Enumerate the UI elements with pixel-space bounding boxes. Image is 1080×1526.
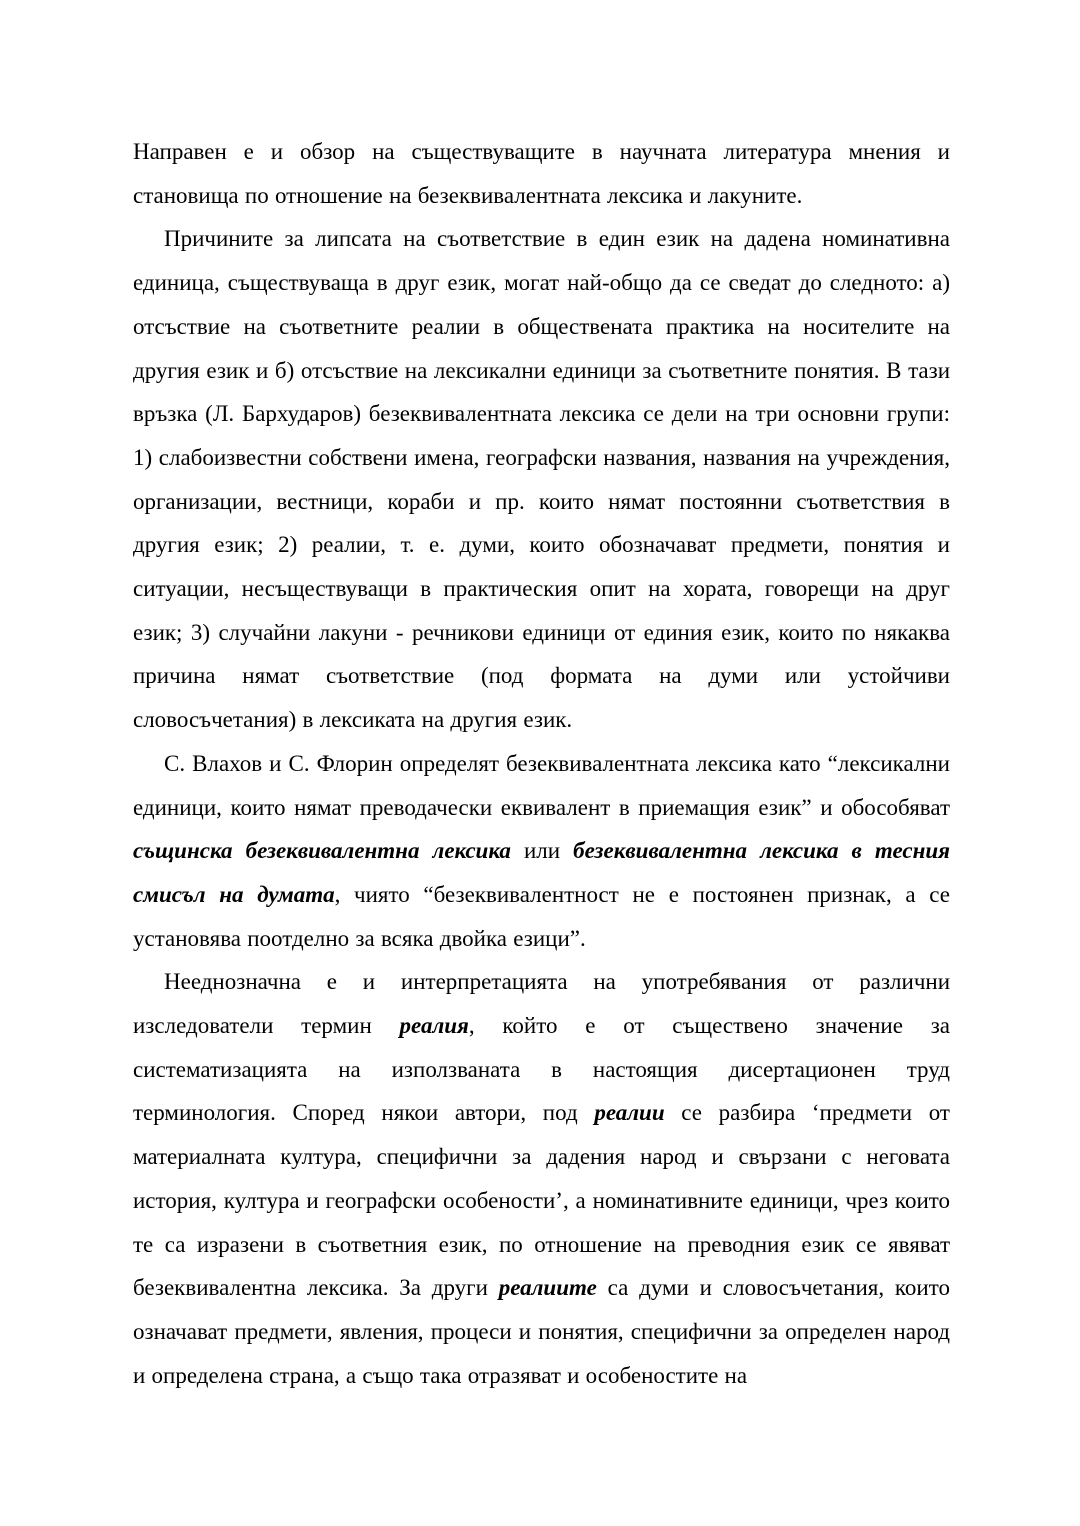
emphasized-term: реалия	[399, 1013, 469, 1039]
emphasized-term: реалии	[594, 1100, 665, 1126]
text-run: са думи и словосъчетания, които означават предмети, явления, процеси и понятия, специфични за определен народ и определена страна, а също така отразяват и особеностите на	[133, 1275, 950, 1388]
paragraph-4	[133, 960, 950, 1397]
text-run: Причините за липсата на съответствие в един език на дадена номинативна единица, съществуваща в друг език, могат най-общо да се сведат до следното: а) отсъствие на съответните реалии в обществената практика на носителите на другия език и б) отсъствие на лексикални единици за съответните понятия. В тази връзка (Л. Бархударов) безеквивалентната лексика се дели на три основни групи: 1) слабоизвестни собствени имена, географски названия, названия на учреждения, организации, вестници, кораби и пр. които нямат постоянни съответствия в другия език; 2) реалии, т. е. думи, които обозначават предмети, понятия и ситуации, несъществуващи в практическия опит на хората, говорещи на друг език; 3) случайни лакуни - речникови единици от единия език, които по някаква причина нямат съответствие (под формата на думи или устойчиви словосъчетания) в лексиката на другия език.	[133, 226, 950, 733]
emphasized-term: реалиите	[498, 1275, 597, 1301]
text-run: С. Влахов и С. Флорин определят безеквивалентната лексика като “лексикални единици, които нямат преводачески еквивалент в приемащия език” и обособяват	[133, 750, 950, 820]
text-run: Направен е и обзор на съществуващите в научната литература мнения и становища по отношение на безеквивалентната лексика и лакуните.	[133, 139, 950, 208]
document-body	[133, 130, 950, 1397]
text-run: или	[510, 838, 574, 864]
emphasized-term: безеквивалентна лексика в тесния смисъл на думата	[133, 838, 950, 907]
text-run: Нееднозначна е и интерпретацията на употребявания от различни изследователи термин	[133, 969, 950, 1039]
paragraph-1	[133, 130, 950, 217]
text-run: , който е от съществено значение за систематизацията на използваната в настоящия дисертационен труд терминология. Според някои автори, под	[133, 1013, 950, 1126]
paragraph-2	[133, 217, 950, 741]
paragraph-3	[133, 742, 950, 961]
text-run: се разбира ‘предмети от материалната култура, специфични за дадения народ и свързани с неговата история, култура и географски особености’, а номинативните единици, чрез които те са изразени в съответния език, по отношение на преводния език се явяват безеквивалентна лексика. За други	[133, 1100, 950, 1301]
text-run: , чиято “безеквивалентност не е постоянен признак, а се установява поотделно за всяка двойка езици”.	[133, 881, 950, 951]
emphasized-term: същинска безеквивалентна лексика	[133, 838, 511, 864]
